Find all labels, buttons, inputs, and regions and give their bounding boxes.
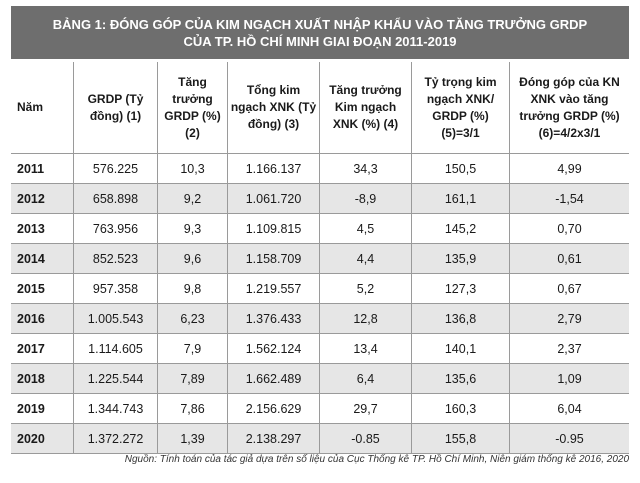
cell-trade-total: 1.158.709 bbox=[227, 244, 319, 274]
cell-year: 2016 bbox=[11, 304, 73, 334]
cell-trade-share: 135,9 bbox=[411, 244, 509, 274]
cell-grdp-growth: 9,3 bbox=[157, 214, 227, 244]
cell-trade-share: 155,8 bbox=[411, 424, 509, 454]
cell-trade-share: 127,3 bbox=[411, 274, 509, 304]
header-trade-total: Tổng kim ngạch XNK (Tỷ đồng) (3) bbox=[227, 62, 319, 154]
table-title bbox=[11, 6, 629, 59]
cell-trade-growth: 6,4 bbox=[319, 364, 411, 394]
header-contribution: Đóng góp của KN XNK vào tăng trưởng GRDP (%) (6)=4/2x3/1 bbox=[509, 62, 629, 154]
cell-contribution: -0.95 bbox=[509, 424, 629, 454]
cell-grdp: 1.225.544 bbox=[73, 364, 157, 394]
cell-trade-total: 1.562.124 bbox=[227, 334, 319, 364]
cell-trade-growth: -8,9 bbox=[319, 184, 411, 214]
cell-grdp-growth: 7,9 bbox=[157, 334, 227, 364]
source-note: Nguồn: Tính toán của tác giả dựa trên số liệu của Cục Thống kê TP. Hồ Chí Minh, Niên giám thống kê 2016, 2020 bbox=[124, 454, 629, 465]
cell-contribution: 1,09 bbox=[509, 364, 629, 394]
cell-trade-growth: 29,7 bbox=[319, 394, 411, 424]
cell-year: 2018 bbox=[11, 364, 73, 394]
cell-trade-total: 2.156.629 bbox=[227, 394, 319, 424]
header-grdp-growth: Tăng trưởng GRDP (%) (2) bbox=[157, 62, 227, 154]
table-row bbox=[11, 304, 629, 334]
cell-grdp-growth: 9,2 bbox=[157, 184, 227, 214]
table-row bbox=[11, 154, 629, 184]
cell-grdp: 763.956 bbox=[73, 214, 157, 244]
cell-year: 2019 bbox=[11, 394, 73, 424]
cell-contribution: 0,61 bbox=[509, 244, 629, 274]
cell-grdp: 1.344.743 bbox=[73, 394, 157, 424]
cell-contribution: 6,04 bbox=[509, 394, 629, 424]
table-row bbox=[11, 214, 629, 244]
table-title-line-1: BẢNG 1: ĐÓNG GÓP CỦA KIM NGẠCH XUẤT NHẬP KHẨU VÀO TĂNG TRƯỞNG GRDP bbox=[52, 16, 588, 32]
table-row bbox=[11, 274, 629, 304]
cell-trade-total: 1.061.720 bbox=[227, 184, 319, 214]
cell-trade-share: 145,2 bbox=[411, 214, 509, 244]
table-row bbox=[11, 424, 629, 454]
header-row bbox=[11, 62, 629, 154]
cell-grdp-growth: 10,3 bbox=[157, 154, 227, 184]
cell-contribution: 2,79 bbox=[509, 304, 629, 334]
cell-grdp: 852.523 bbox=[73, 244, 157, 274]
cell-grdp: 1.005.543 bbox=[73, 304, 157, 334]
cell-year: 2020 bbox=[11, 424, 73, 454]
cell-trade-share: 136,8 bbox=[411, 304, 509, 334]
cell-grdp: 576.225 bbox=[73, 154, 157, 184]
header-year: Năm bbox=[11, 62, 73, 154]
cell-trade-growth: 34,3 bbox=[319, 154, 411, 184]
data-table bbox=[11, 62, 629, 454]
cell-contribution: 4,99 bbox=[509, 154, 629, 184]
cell-contribution: 0,70 bbox=[509, 214, 629, 244]
cell-trade-growth: -0.85 bbox=[319, 424, 411, 454]
cell-trade-share: 161,1 bbox=[411, 184, 509, 214]
header-grdp: GRDP (Tỷ đồng) (1) bbox=[73, 62, 157, 154]
cell-trade-share: 160,3 bbox=[411, 394, 509, 424]
table-row bbox=[11, 364, 629, 394]
table-row bbox=[11, 244, 629, 274]
table-title-line-2: CỦA TP. HỒ CHÍ MINH GIAI ĐOẠN 2011-2019 bbox=[183, 33, 457, 49]
table-row bbox=[11, 334, 629, 364]
cell-grdp-growth: 6,23 bbox=[157, 304, 227, 334]
cell-trade-growth: 4,4 bbox=[319, 244, 411, 274]
cell-grdp-growth: 9,8 bbox=[157, 274, 227, 304]
cell-trade-share: 135,6 bbox=[411, 364, 509, 394]
cell-trade-total: 1.166.137 bbox=[227, 154, 319, 184]
cell-trade-growth: 12,8 bbox=[319, 304, 411, 334]
cell-trade-share: 140,1 bbox=[411, 334, 509, 364]
cell-contribution: 2,37 bbox=[509, 334, 629, 364]
cell-trade-total: 1.219.557 bbox=[227, 274, 319, 304]
cell-trade-total: 1.376.433 bbox=[227, 304, 319, 334]
cell-year: 2013 bbox=[11, 214, 73, 244]
cell-contribution: 0,67 bbox=[509, 274, 629, 304]
cell-trade-share: 150,5 bbox=[411, 154, 509, 184]
cell-trade-total: 1.662.489 bbox=[227, 364, 319, 394]
cell-year: 2014 bbox=[11, 244, 73, 274]
header-trade-growth: Tăng trưởng Kim ngạch XNK (%) (4) bbox=[319, 62, 411, 154]
cell-trade-total: 1.109.815 bbox=[227, 214, 319, 244]
cell-trade-total: 2.138.297 bbox=[227, 424, 319, 454]
cell-grdp-growth: 7,86 bbox=[157, 394, 227, 424]
table-row bbox=[11, 184, 629, 214]
cell-year: 2012 bbox=[11, 184, 73, 214]
cell-contribution: -1,54 bbox=[509, 184, 629, 214]
cell-year: 2017 bbox=[11, 334, 73, 364]
table-body bbox=[11, 154, 629, 454]
header-trade-share: Tỷ trọng kim ngạch XNK/ GRDP (%) (5)=3/1 bbox=[411, 62, 509, 154]
cell-grdp: 1.114.605 bbox=[73, 334, 157, 364]
cell-grdp: 957.358 bbox=[73, 274, 157, 304]
cell-year: 2015 bbox=[11, 274, 73, 304]
cell-trade-growth: 4,5 bbox=[319, 214, 411, 244]
cell-trade-growth: 5,2 bbox=[319, 274, 411, 304]
cell-year: 2011 bbox=[11, 154, 73, 184]
cell-grdp-growth: 9,6 bbox=[157, 244, 227, 274]
cell-grdp-growth: 7,89 bbox=[157, 364, 227, 394]
cell-grdp: 658.898 bbox=[73, 184, 157, 214]
cell-trade-growth: 13,4 bbox=[319, 334, 411, 364]
cell-grdp-growth: 1,39 bbox=[157, 424, 227, 454]
cell-grdp: 1.372.272 bbox=[73, 424, 157, 454]
table-row bbox=[11, 394, 629, 424]
